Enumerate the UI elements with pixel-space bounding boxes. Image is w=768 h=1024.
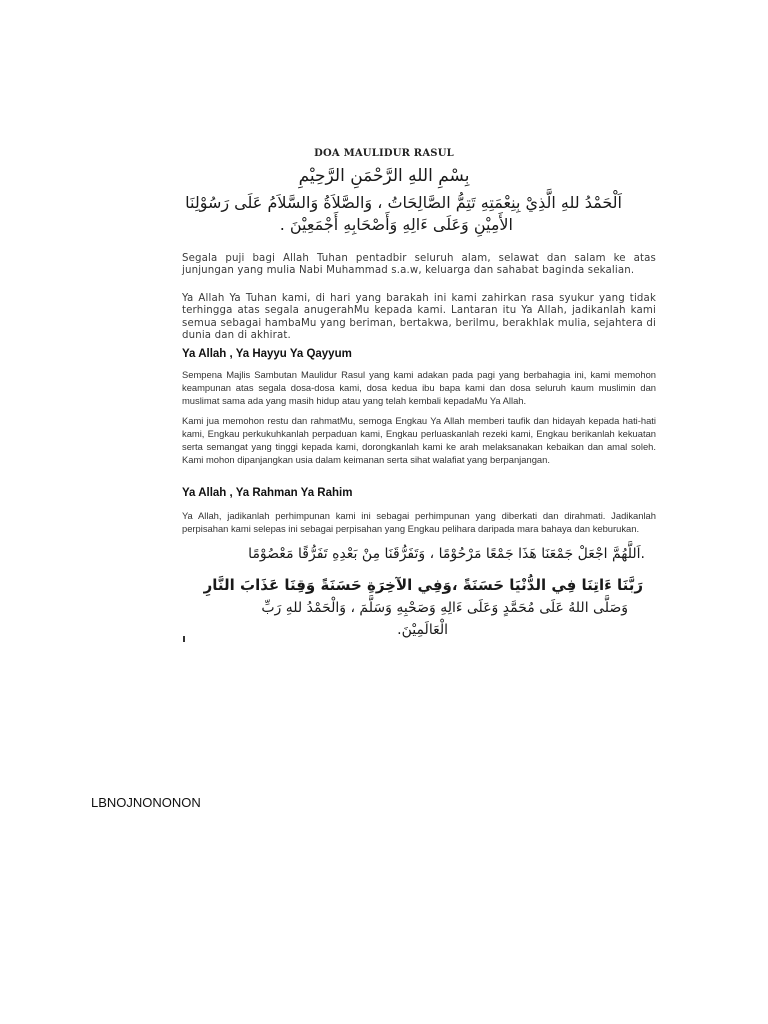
arabic-closing-line-2: رَبَّنَا ءَاتِنَا فِي الدُّنْيَا حَسَنَةً ،وَفِي الآخِرَةِ حَسَنَةً وَقِنَا عَذَابَ النَّارِ: [203, 576, 643, 594]
section-heading-rahman-rahim: Ya Allah , Ya Rahman Ya Rahim: [182, 487, 353, 499]
arabic-opening-line-2: الأَمِيْنِ وَعَلَى ءَالِهِ وَأَصْحَابِهِ أَجْمَعِيْنَ .: [279, 215, 513, 234]
footer-text: LBNOJNONONON: [91, 795, 201, 810]
paragraph-praise: Segala puji bagi Allah Tuhan pentadbir seluruh alam, selawat dan salam ke atas junjungan yang mulia Nabi Muhammad s.a.w, keluarga dan sahabat baginda sekalian.: [182, 253, 656, 277]
arabic-closing-line-1: .اَللَّهُمَّ اجْعَلْ جَمْعَنَا هَذَا جَمْعًا مَرْحُوْمًا ، وَتَفَرُّقَنَا مِنْ بَعْدِهِ تَفَرُّقًا مَعْصُوْمًا: [248, 546, 645, 562]
arabic-closing-line-4: الْعَالَمِيْنَ.: [397, 622, 448, 638]
arabic-opening-line-1: اَلْحَمْدُ للهِ الَّذِيْ بِنِعْمَتِهِ تَتِمُّ الصَّالِحَاتُ ، وَالصَّلاَةُ وَالسَّلاَمُ عَلَى رَسُوْلِنَا: [185, 193, 622, 212]
paragraph-forgiveness: Sempena Majlis Sambutan Maulidur Rasul yang kami adakan pada pagi yang berbahagia ini, kami memohon keampunan atas segala dosa-dosa kami, dosa kedua ibu bapa kami dan dosa seluruh kaum muslimin dan muslimat sama ada yang masih hidup atau yang telah kembali kepadaMu Ya Allah.: [182, 369, 656, 406]
arabic-closing-line-3: وَصَلَّى اللهُ عَلَى مُحَمَّدٍ وَعَلَى ءَالِهِ وَصَحْبِهِ وَسَلَّمَ ، وَالْحَمْدُ للهِ رَبِّ: [261, 600, 628, 616]
section-heading-hayyu-qayyum: Ya Allah , Ya Hayyu Ya Qayyum: [182, 348, 352, 360]
paragraph-blessing: Kami jua memohon restu dan rahmatMu, semoga Engkau Ya Allah memberi taufik dan hidayah kepada hati-hati kami, Engkau perkukuhkanlah perpaduan kami, Engkau perluaskanlah rezeki kami, Engkau berikanlah kekuatan serta semangat yang tinggi kepada kami, dorongkanlah kami ke arah melaksanakan kebaikan dan amal soleh. Kami mohon dipanjangkan usia dalam keimanan serta sihat walafiat yang berpanjangan.: [182, 415, 656, 465]
paragraph-gathering: Ya Allah, jadikanlah perhimpunan kami ini sebagai perhimpunan yang diberkati dan dirahmati. Jadikanlah perpisahan kami selepas ini sebagai perpisahan yang Engkau pelihara daripada mara bahaya dan keburukan.: [182, 510, 656, 534]
paragraph-gratitude: Ya Allah Ya Tuhan kami, di hari yang barakah ini kami zahirkan rasa syukur yang tidak terhingga atas segala anugerahMu kepada kami. Lantaran itu Ya Allah, jadikanlah kami semua sebagai hambaMu yang beriman, bertakwa, berilmu, berakhlak mulia, sejahtera di dunia dan di akhirat.: [182, 293, 656, 342]
document-title: DOA MAULIDUR RASUL: [314, 148, 454, 159]
stray-mark: [183, 636, 185, 642]
arabic-basmalah: بِسْمِ اللهِ الرَّحْمَنِ الرَّحِيْمِ: [298, 166, 470, 186]
